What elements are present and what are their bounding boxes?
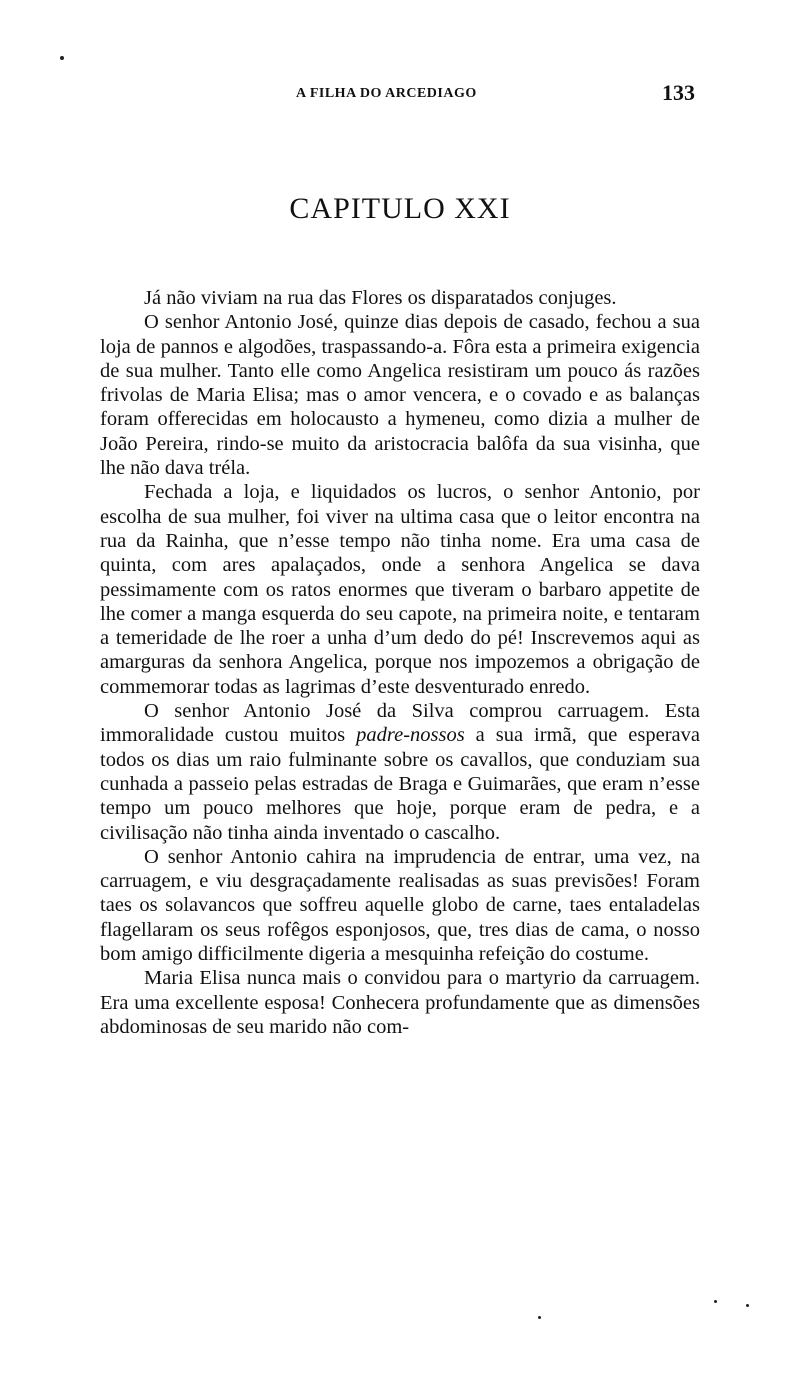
print-speck <box>538 1316 541 1319</box>
print-speck <box>60 56 64 60</box>
paragraph: Fechada a loja, e liquidados os lucros, o senhor Antonio, por escolha de sua mulher, foi viver na ultima casa que o leitor encontra na rua da Rainha, que n’esse tempo não tinha nome. Era uma casa de quinta, com ares apalaçados, onde a senhora Angelica se dava pessimamente com os ratos enormes que tiveram o barbaro appetite de lhe comer a manga esquerda do seu capote, na primeira noite, e tentaram a temeridade de lhe roer a unha d’um dedo do pé! Inscrevemos aqui as amarguras da senhora Angelica, porque nos impozemos a obrigação de commemorar todas as lagrimas d’este desventurado enredo. <box>100 481 700 698</box>
paragraph-text: O senhor Antonio José da Silva comprou carruagem. Esta immoralidade custou muitos <box>100 700 700 747</box>
paragraph: Já não viviam na rua das Flores os disparatados conjuges. <box>144 287 617 309</box>
body-text <box>100 286 700 1039</box>
paragraph: O senhor Antonio cahira na imprudencia de entrar, uma vez, na carruagem, e viu desgraçadamente realisadas as suas previsões! Foram taes os solavancos que soffreu aquelle globo de carne, taes entaladelas flagellaram os seus rofêgos esponjosos, que, tres dias de cama, o nosso bom amigo difficilmente digeria a mesquinha refeição do costume. <box>100 845 700 966</box>
paragraph: O senhor Antonio José, quinze dias depois de casado, fechou a sua loja de pannos e algodões, traspassando-a. Fôra esta a primeira exigencia de sua mulher. Tanto elle como Angelica resistiram um pouco ás razões frivolas de Maria Elisa; mas o amor vencera, e o covado e as balanças foram offerecidas em holocausto a hymeneu, como dizia a mulher de João Pereira, rindo-se muito da aristocracia balôfa da sua visinha, que lhe não dava tréla. <box>100 311 700 480</box>
print-speck <box>714 1300 717 1303</box>
chapter-title: CAPITULO XXI <box>289 192 511 225</box>
paragraph <box>100 699 700 845</box>
page-number: 133 <box>662 80 695 105</box>
running-title: A FILHA DO ARCEDIAGO <box>296 86 477 101</box>
print-speck <box>746 1304 749 1307</box>
running-header <box>0 80 800 110</box>
italic-term: padre-nossos <box>356 724 465 747</box>
paragraph-text: a sua irmã, que esperava todos os dias um raio fulminante sobre os cavallos, que conduziam sua cunhada a passeio pelas estradas de Braga e Guimarães, que eram n’esse tempo um pouco melhores que hoje, porque eram de pedra, e a civilisação não tinha ainda inventado o cascalho. <box>100 724 700 844</box>
paragraph: Maria Elisa nunca mais o convidou para o martyrio da carruagem. Era uma excellente esposa! Conhecera profundamente que as dimensões abdominosas de seu marido não com- <box>100 967 700 1038</box>
